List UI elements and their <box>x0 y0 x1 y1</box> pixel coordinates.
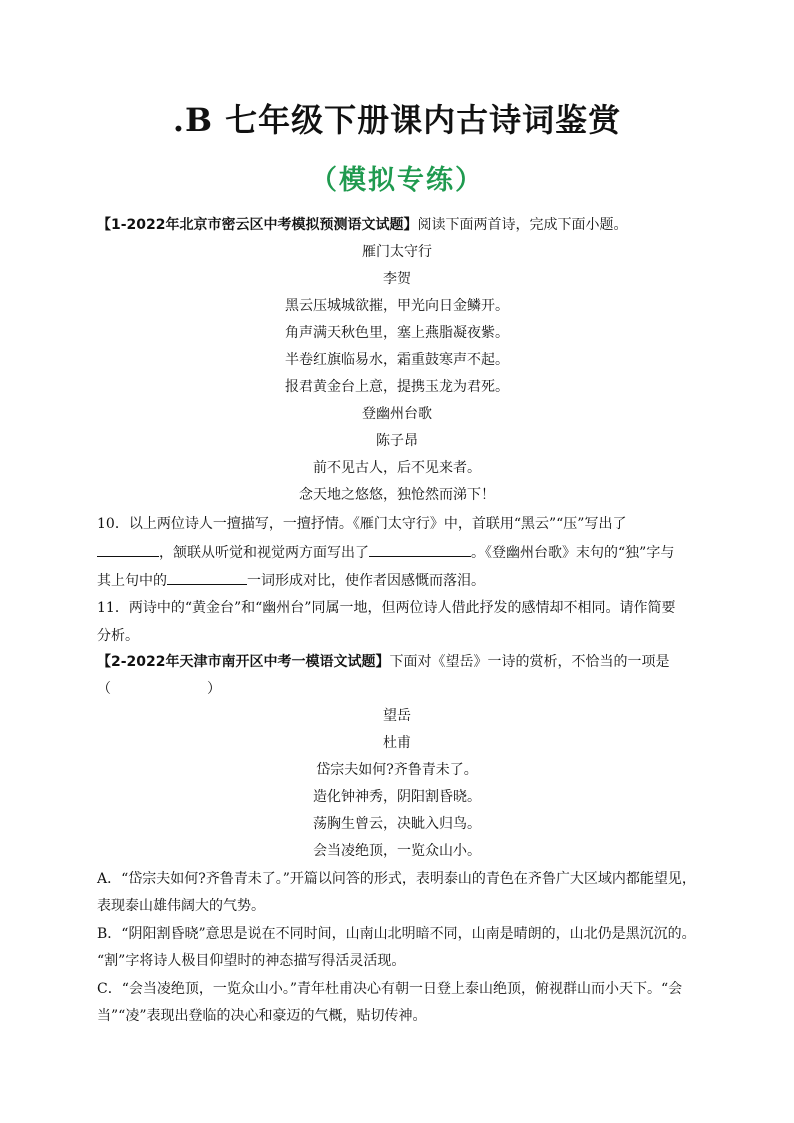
q1-header <box>97 215 697 235</box>
poem1-author: 李贺 <box>383 271 411 287</box>
option-c-line-1: C．“会当凌绝顶，一览众山小。”青年杜甫决心有朝一日登上泰山绝顶，俯视群山而小天下。“会 <box>97 981 683 997</box>
q2-source: 【2-2022年天津市南开区中考一模语文试题】 <box>97 654 390 670</box>
poem3-author: 杜甫 <box>383 735 411 751</box>
option-b-line-1: B．“阴阳割昏晓”意思是说在不同时间，山南山北明暗不同，山南是晴朗的，山北仍是黑沉沉的。 <box>97 926 696 942</box>
poem2-author: 陈子昂 <box>376 433 418 449</box>
q2-instruction: 下面对《望岳》一诗的赏析，不恰当的一项是 <box>389 654 670 670</box>
page-title: .B 七年级下册课内古诗词鉴赏 <box>172 101 622 139</box>
q10-line-3: 其上句中的 一词形成对比，使作者因感慨而落泪。 <box>97 570 697 591</box>
poem2-title: 登幽州台歌 <box>362 406 432 422</box>
poem2-line: 念天地之悠悠，独怆然而涕下！ <box>299 487 495 503</box>
q1-instruction: 阅读下面两首诗，完成下面小题。 <box>417 217 628 233</box>
page-subtitle: （模拟专练） <box>310 165 484 196</box>
q10-line-1: 10．以上两位诗人一擅描写，一擅抒情。《雁门太守行》中，首联用“黑云”“压”写出了 <box>97 516 627 532</box>
poem1-line: 黑云压城城欲摧，甲光向日金鳞开。 <box>285 298 509 314</box>
poem3-line: 造化钟神秀，阴阳割昏晓。 <box>313 789 481 805</box>
q2-header <box>97 652 697 672</box>
poem1-line: 半卷红旗临易水，霜重鼓寒声不起。 <box>285 352 509 368</box>
answer-parentheses[interactable]: （ ） <box>97 681 221 697</box>
poem3-line: 岱宗夫如何?齐鲁青未了。 <box>316 762 478 778</box>
option-a-line-1: A．“岱宗夫如何?齐鲁青未了。”开篇以问答的形式，表明泰山的青色在齐鲁广大区域内都能望见， <box>97 871 696 887</box>
option-b-line-2: “割”字将诗人极目仰望时的神态描写得活灵活现。 <box>97 953 406 969</box>
poem1-line: 角声满天秋色里，塞上燕脂凝夜紫。 <box>285 325 509 341</box>
option-c-line-2: 当”“凌”表现出登临的决心和豪迈的气概，贴切传神。 <box>97 1008 427 1024</box>
q10-line-2: ，颔联从听觉和视觉两方面写出了 。《登幽州台歌》末句的“独”字与 <box>97 542 697 563</box>
q11-line-1: 11．两诗中的“黄金台”和“幽州台”同属一地，但两位诗人借此抒发的感情却不相同。请作简要 <box>97 600 676 616</box>
answer-blank[interactable] <box>97 542 159 557</box>
poem3-line: 荡胸生曾云，决眦入归鸟。 <box>313 816 481 832</box>
answer-blank[interactable] <box>369 542 471 557</box>
poem1-title: 雁门太守行 <box>362 244 432 260</box>
poem1-line: 报君黄金台上意，提携玉龙为君死。 <box>285 379 509 395</box>
poem3-line: 会当凌绝顶，一览众山小。 <box>313 843 481 859</box>
poem2-line: 前不见古人，后不见来者。 <box>313 460 481 476</box>
q11-line-2: 分析。 <box>97 628 139 644</box>
poem3-title: 望岳 <box>383 708 411 724</box>
q1-source: 【1-2022年北京市密云区中考模拟预测语文试题】 <box>97 217 418 233</box>
option-a-line-2: 表现泰山雄伟阔大的气势。 <box>97 898 265 914</box>
answer-blank[interactable] <box>167 570 247 585</box>
